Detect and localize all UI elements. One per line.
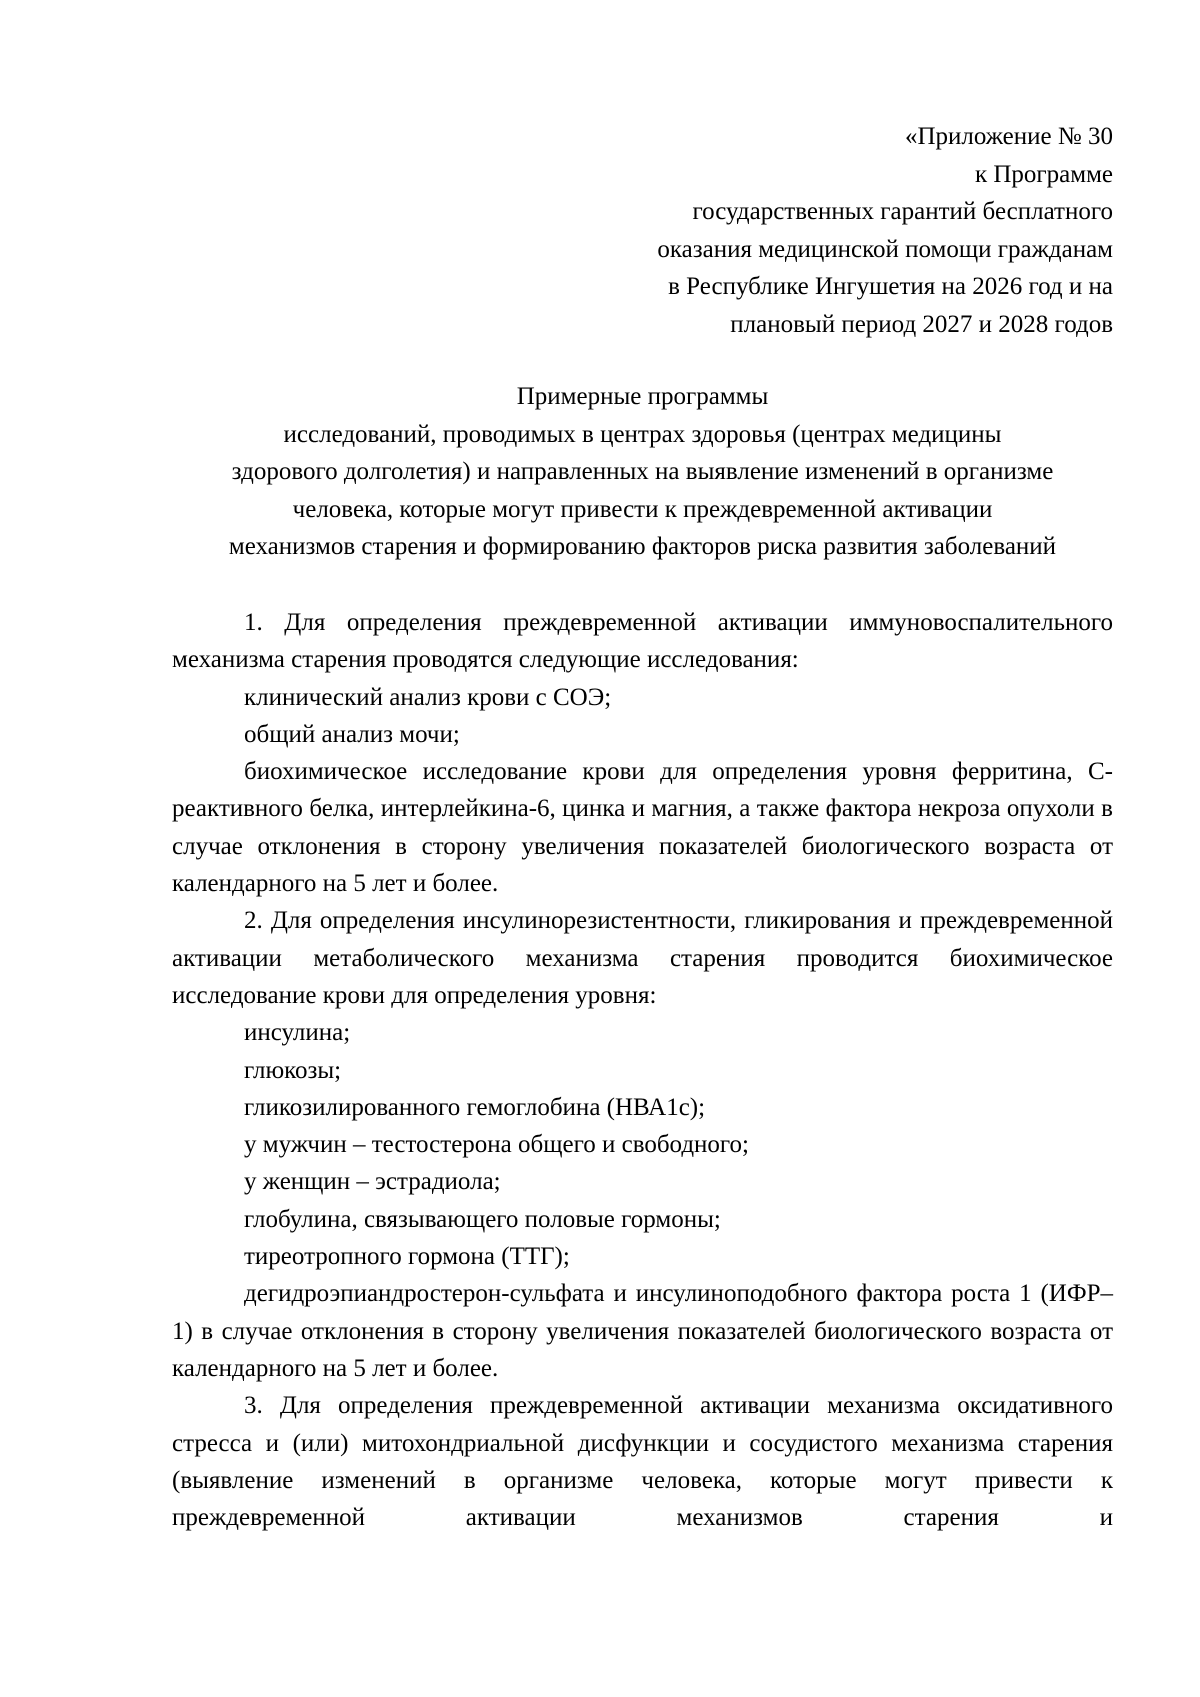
annex-line: плановый период 2027 и 2028 годов xyxy=(730,310,1113,338)
list-item: гликозилированного гемоглобина (НВА1с); xyxy=(244,1093,706,1121)
list-item: клинический анализ крови с СОЭ; xyxy=(244,683,612,711)
annex-line: «Приложение № 30 xyxy=(904,123,1113,150)
title-line: исследований, проводимых в центрах здоровья (центрах медицины xyxy=(283,420,1002,448)
list-item: инсулина; xyxy=(244,1019,351,1047)
document-body xyxy=(172,604,1113,1536)
annex-line: в Республике Ингушетия на 2026 год и на xyxy=(668,273,1113,300)
title-line: здорового долголетия) и направленных на выявление изменений в организме xyxy=(231,458,1054,485)
document-title xyxy=(172,378,1113,566)
annex-line: государственных гарантий бесплатного xyxy=(692,198,1113,225)
paragraph-item-2: 2. Для определения инсулинорезистентности, гликирования и преждевременной активации метаболического механизма старения проводится биохимическое исследование крови для определения уровня: xyxy=(172,907,1113,1009)
title-line: механизмов старения и формированию факторов риска развития заболеваний xyxy=(228,533,1057,560)
list-item: дегидроэпиандростерон-сульфата и инсулиноподобного фактора роста 1 (ИФР–1) в случае отклонения в сторону увеличения показателей биологического возраста от календарного на 5 лет и более. xyxy=(172,1280,1113,1382)
annex-line: к Программе xyxy=(974,160,1113,188)
annex-header xyxy=(473,118,1113,343)
list-item: у женщин – эстрадиола; xyxy=(244,1168,501,1196)
list-item: глобулина, связывающего половые гормоны; xyxy=(244,1205,721,1233)
paragraph-item-1: 1. Для определения преждевременной активации иммуновоспалительного механизма старения проводятся следующие исследования: xyxy=(172,609,1113,674)
list-item: глюкозы; xyxy=(244,1056,342,1084)
list-item: тиреотропного гормона (ТТГ); xyxy=(244,1243,570,1271)
list-item: биохимическое исследование крови для определения уровня ферритина, С-реактивного белка, интерлейкина-6, цинка и магния, а также фактора некроза опухоли в случае отклонения в сторону увеличения показателей биологического возраста от календарного на 5 лет и более. xyxy=(172,758,1113,898)
annex-line: оказания медицинской помощи гражданам xyxy=(657,235,1113,263)
title-line: человека, которые могут привести к преждевременной активации xyxy=(292,495,993,523)
list-item: общий анализ мочи; xyxy=(244,720,460,748)
title-line: Примерные программы xyxy=(516,383,769,410)
paragraph-item-3: 3. Для определения преждевременной активации механизма оксидативного стресса и (или) митохондриальной дисфункции и сосудистого механизма старения (выявление изменений в организме человека, которые могут привести к преждевременной активации механизмов старения и xyxy=(172,1392,1113,1532)
list-item: у мужчин – тестостерона общего и свободного; xyxy=(244,1131,750,1159)
